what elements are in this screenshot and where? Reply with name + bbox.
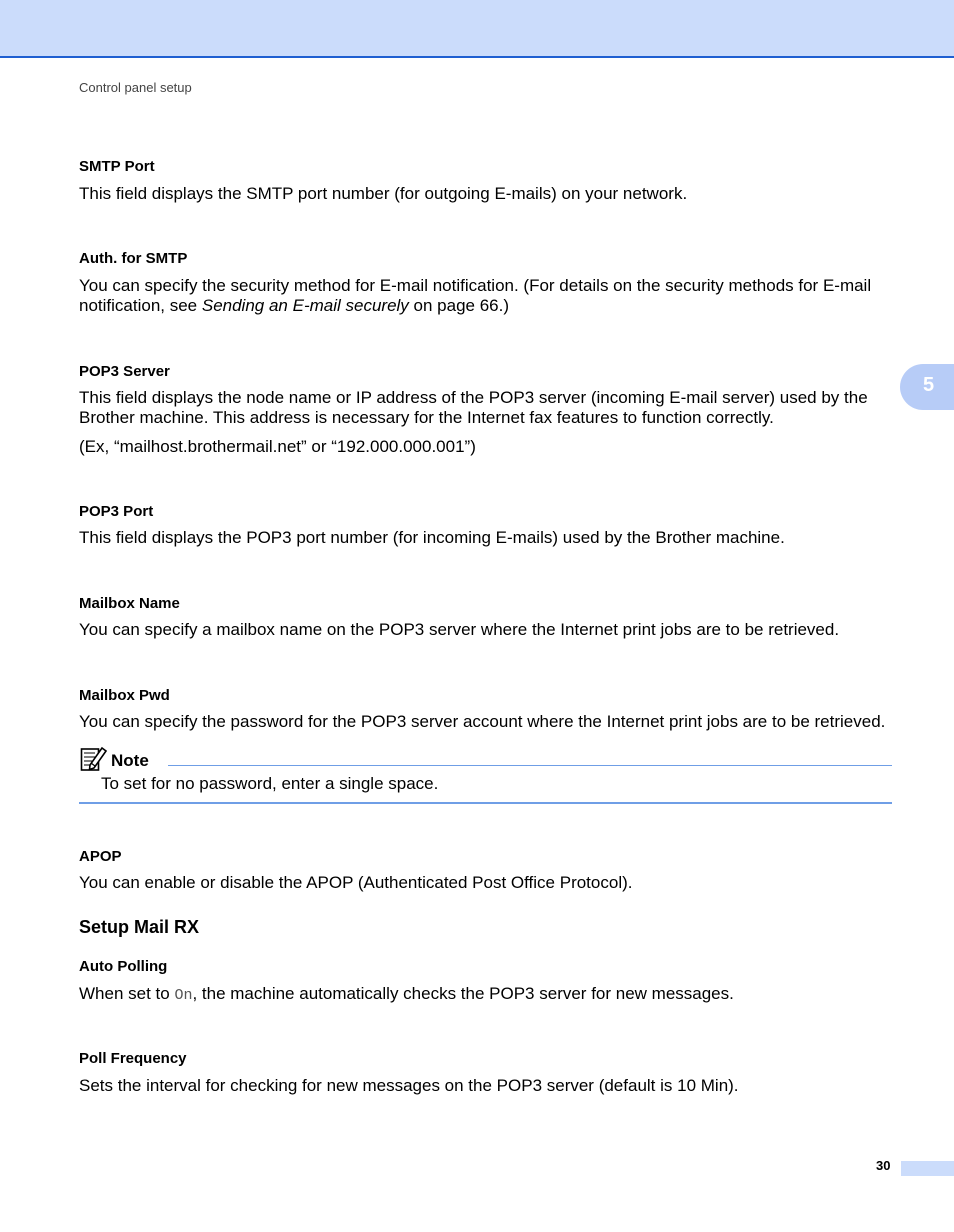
poll-frequency-text: Sets the interval for checking for new messages on the POP3 server (default is 10 Min).: [79, 1076, 739, 1095]
auto-polling-suffix: , the machine automatically checks the POP3 server for new messages.: [192, 984, 734, 1003]
smtp-port-text: This field displays the SMTP port number (for outgoing E-mails) on your network.: [79, 184, 688, 203]
note-divider-top: [168, 765, 892, 766]
pop3-server-example: (Ex, “mailhost.brothermail.net” or “192.000.000.001”): [79, 437, 476, 456]
pop3-server-line1: This field displays the node name or IP address of the POP3 server (incoming E-mail server) used by the: [79, 388, 868, 407]
auto-polling-text: [79, 984, 894, 1006]
auto-polling-prefix: When set to: [79, 984, 175, 1003]
apop-text: You can enable or disable the APOP (Authenticated Post Office Protocol).: [79, 873, 633, 892]
header-band: [0, 0, 954, 58]
auth-smtp-line1: You can specify the security method for E-mail notification. (For details on the security methods for E-mail: [79, 276, 872, 295]
auth-smtp-line2-prefix: notification, see: [79, 296, 202, 315]
page-number: 30: [876, 1158, 891, 1173]
mailbox-pwd-heading: Mailbox Pwd: [79, 687, 170, 704]
note-pencil-icon: [80, 745, 107, 772]
apop-heading: APOP: [79, 848, 122, 865]
mailbox-name-heading: Mailbox Name: [79, 595, 180, 612]
pop3-port-heading: POP3 Port: [79, 503, 154, 520]
auth-smtp-reference-link[interactable]: Sending an E-mail securely: [201, 296, 409, 315]
note-label: Note: [111, 751, 149, 770]
pop3-port-text: This field displays the POP3 port number (for incoming E-mails) used by the Brother machine.: [79, 528, 785, 547]
auth-smtp-text: [79, 276, 894, 316]
pop3-server-heading: POP3 Server: [79, 363, 170, 380]
pop3-server-text: [79, 388, 894, 428]
auto-polling-on-value: On: [174, 987, 193, 1004]
page-number-tab: [901, 1161, 954, 1176]
chapter-tab: [900, 364, 954, 410]
auto-polling-heading: Auto Polling: [79, 958, 168, 975]
mailbox-pwd-text: You can specify the password for the POP3 server account where the Internet print jobs are to be retrieved.: [79, 712, 886, 731]
smtp-port-heading: SMTP Port: [79, 158, 155, 175]
pop3-server-line2: Brother machine. This address is necessary for the Internet fax features to function correctly.: [79, 408, 774, 427]
mailbox-name-text: You can specify a mailbox name on the POP3 server where the Internet print jobs are to be retrieved.: [79, 620, 840, 639]
chapter-number: 5: [923, 374, 935, 396]
poll-frequency-heading: Poll Frequency: [79, 1050, 187, 1067]
note-divider-bottom: [79, 802, 892, 804]
auth-smtp-line2-suffix: on page 66.): [408, 296, 510, 315]
running-head: Control panel setup: [79, 80, 192, 95]
setup-mail-rx-heading: Setup Mail RX: [79, 917, 200, 937]
note-text: To set for no password, enter a single space.: [101, 774, 439, 793]
auth-smtp-heading: Auth. for SMTP: [79, 250, 188, 267]
